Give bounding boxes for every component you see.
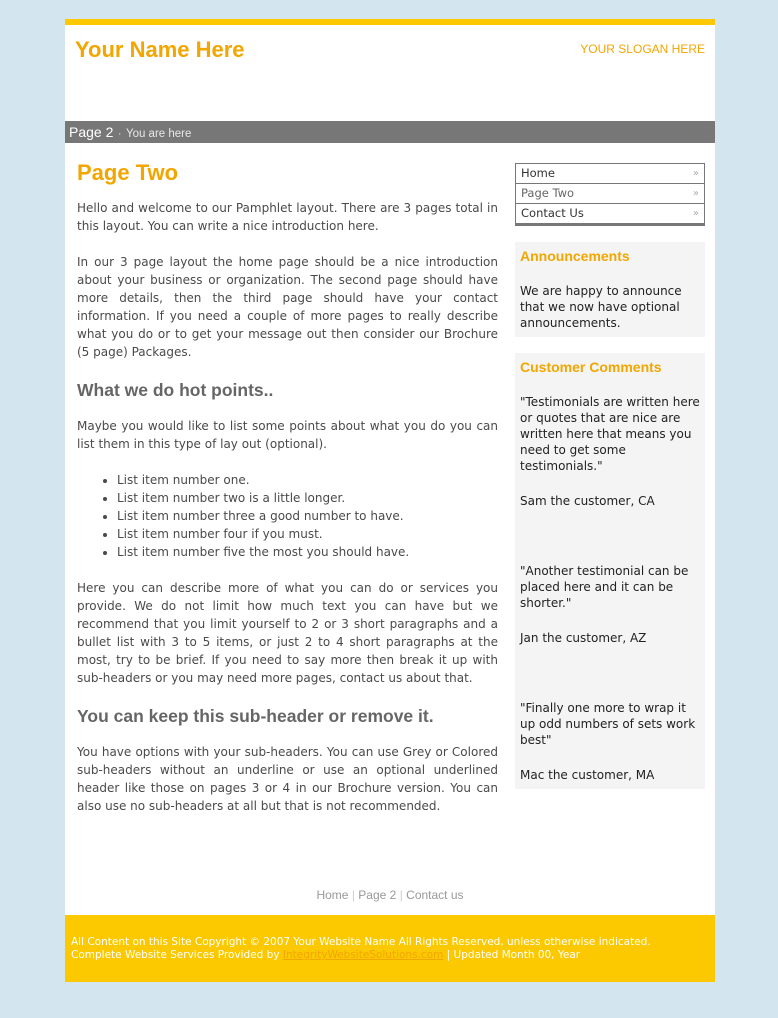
breadcrumb-you-are-here: You are here — [125, 128, 192, 140]
testimonial-quote: "Another testimonial can be placed here and it can be shorter." — [520, 564, 689, 610]
testimonial-quote: "Finally one more to wrap it up odd numbers of sets work best" — [520, 701, 696, 747]
intro-paragraph: Hello and welcome to our Pamphlet layout. There are 3 pages total in this layout. You can write a nice introduction here. — [77, 201, 498, 233]
paragraph-4: Here you can describe more of what you can do or services you provide. We do not limit how much text you can have but we recommend that you limit yourself to 2 or 3 short paragraphs and a bullet list with 3 to 5 items, or just 2 to 4 short paragraphs at the most, try to be brief. If you need to say more then break it up with sub-headers or you may need more pages, contact us about that. — [77, 581, 498, 685]
chevron-right-icon: » — [692, 168, 699, 179]
sidebar-item-contact-us[interactable] — [516, 204, 704, 223]
header — [65, 25, 715, 121]
paragraph-3: Maybe you would like to list some points about what you do you can list them in this type of lay out (optional). — [77, 419, 498, 451]
list-item: • List item number four if you must. — [117, 525, 498, 543]
footer-nav-separator: | — [399, 888, 403, 902]
footer-copyright: All Content on this Site Copyright © 2007 Your Website Name All Rights Reserved, unless otherwise indicated. — [71, 936, 651, 948]
sidebar — [515, 163, 705, 789]
sidebar-item-home[interactable] — [516, 164, 704, 184]
footer-nav — [65, 888, 715, 902]
chevron-right-icon: » — [692, 208, 699, 219]
footer-updated: | Updated Month 00, Year — [446, 949, 581, 961]
list-item: • List item number two is a little longer. — [117, 489, 498, 507]
sidebar-item-label: Home — [521, 166, 555, 180]
footer — [65, 915, 715, 982]
paragraph-5: You have options with your sub-headers. You can use Grey or Colored sub-headers without an underline or use an optional underlined header like those on pages 3 or 4 in our Brochure version. You can also use no sub-headers at all but that is not recommended. — [77, 745, 498, 813]
subheader-keep-or-remove: You can keep this sub-header or remove it. — [77, 706, 434, 726]
content-area — [65, 143, 715, 915]
breadcrumb — [65, 121, 715, 143]
testimonial-quote: "Testimonials are written here or quotes that are nice are written here that means you need to get some testimonials." — [520, 395, 700, 473]
sidebar-nav — [515, 163, 705, 226]
testimonial-author: Sam the customer, CA — [520, 494, 655, 508]
footer-nav-separator: | — [351, 888, 355, 902]
customer-comments-box — [515, 353, 705, 789]
site-name[interactable]: Your Name Here — [75, 37, 245, 62]
customer-comments-title: Customer Comments — [520, 359, 662, 375]
subheader-hot-points: What we do hot points.. — [77, 380, 274, 400]
footer-credits — [71, 949, 715, 962]
footer-provider-link[interactable]: IntegrityWebsiteSolutions.com — [282, 949, 444, 961]
sidebar-item-page-two[interactable] — [516, 184, 704, 204]
footer-link-page-2[interactable]: Page 2 — [358, 888, 397, 902]
page-title: Page Two — [77, 160, 179, 185]
list-item: • List item number three a good number to have. — [117, 507, 498, 525]
slogan: YOUR SLOGAN HERE — [580, 42, 705, 56]
bullet-list — [77, 471, 498, 561]
chevron-right-icon: » — [692, 188, 699, 199]
sidebar-item-label: Contact Us — [521, 206, 584, 220]
testimonial-author: Mac the customer, MA — [520, 768, 655, 782]
main-column — [77, 143, 498, 815]
paragraph-2: In our 3 page layout the home page should be a nice introduction about your business or organization. The second page should have more details, then the third page should have your contact information. If you need a couple of more pages to really describe what you do or to get your message out then consider our Brochure (5 page) Packages. — [77, 255, 498, 359]
testimonial-author: Jan the customer, AZ — [520, 631, 647, 645]
announcements-box — [515, 242, 705, 337]
page-wrapper — [65, 19, 715, 982]
footer-link-contact-us[interactable]: Contact us — [406, 888, 464, 902]
list-item: • List item number five the most you should have. — [117, 543, 498, 561]
footer-provided-by: Complete Website Services Provided by — [71, 949, 280, 961]
announcements-title: Announcements — [520, 248, 630, 264]
breadcrumb-separator: · — [117, 128, 122, 140]
sidebar-item-label: Page Two — [521, 186, 575, 200]
footer-link-home[interactable]: Home — [316, 888, 349, 902]
announcement-text: We are happy to announce that we now have optional announcements. — [520, 284, 682, 330]
list-item: • List item number one. — [117, 471, 498, 489]
breadcrumb-page: Page 2 — [69, 124, 114, 140]
